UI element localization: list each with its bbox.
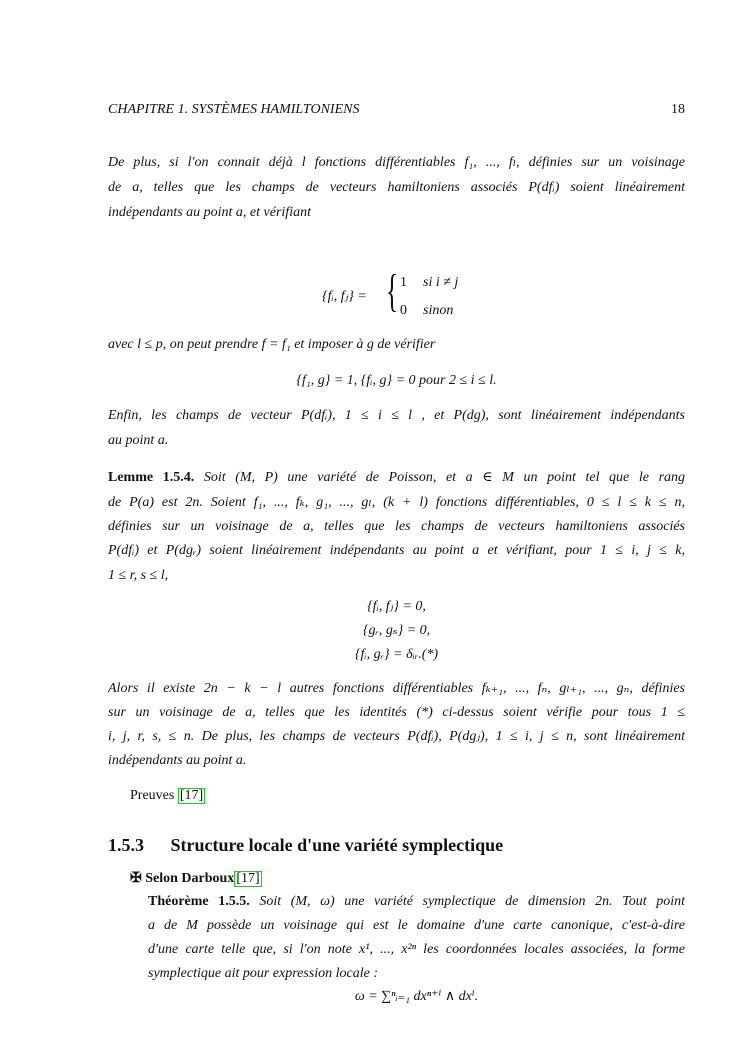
darboux-label: Selon Darboux (145, 871, 235, 886)
lemma-text: Soit (M, P) une variété de Poisson, et a ∈ M un point tel que le rang (203, 470, 685, 485)
paragraph-line: De plus, si l'on connait déjà l fonctions différentiables f₁, ..., fₗ, définies sur un voisinage (108, 155, 685, 170)
lemma-line: définies sur un voisinage de a, telles que les champs de vecteurs hamiltoniens associés (108, 519, 685, 534)
lemma-line: P(dfᵢ) et P(dgᵣ) soient linéairement indépendants au point a et vérifiant, pour 1 ≤ i, j ≤ k, (108, 543, 685, 558)
lemma-line: Alors il existe 2n − k − l autres fonctions différentiables fₖ₊₁, ..., fₙ, gₗ₊₁, ..., gₙ, définies (108, 681, 685, 696)
equation: {f₁, g} = 1, {fᵢ, g} = 0 pour 2 ≤ i ≤ l. (296, 373, 497, 388)
lemma-equation: {fᵢ, gᵣ} = δᵢᵣ.(*) (354, 647, 439, 662)
lemma-line: sur un voisinage de a, telles que les identités (*) ci-dessus soient vérifie pour tous 1 ≤ (108, 705, 685, 720)
section-number: 1.5.3 (108, 835, 144, 855)
lemma-line: 1 ≤ r, s ≤ l, (108, 568, 169, 583)
case-value: 0 (400, 303, 407, 318)
citation-link[interactable]: [17] (179, 788, 204, 803)
lemma-line: indépendants au point a. (108, 753, 247, 768)
proof-label: Preuves (130, 788, 175, 803)
paragraph-line: indépendants au point a, et vérifiant (108, 205, 311, 220)
page-number: 18 (671, 102, 685, 117)
lemma-equation: {fᵢ, fⱼ} = 0, (367, 599, 426, 614)
theorem-line: symplectique ait pour expression locale : (148, 966, 379, 981)
paragraph-line: avec l ≤ p, on peut prendre f = f₁ et imposer à g de vérifier (108, 337, 436, 352)
theorem-line: d'une carte telle que, si l'on note x¹, ..., x²ⁿ les coordonnées locales associées, la forme (148, 942, 685, 957)
darboux-item (130, 870, 707, 888)
theorem-line (148, 893, 685, 911)
theorem-label: Théorème 1.5.5. (148, 894, 250, 909)
maltese-cross-icon: ✠ (130, 871, 142, 886)
equation-lhs: {fᵢ, fⱼ} = (322, 289, 367, 304)
paragraph-line: Enfin, les champs de vecteur P(dfᵢ), 1 ≤ i ≤ l , et P(dg), sont linéairement indépendants (108, 408, 685, 423)
theorem-line: a de M possède un voisinage qui est le domaine d'une carte canonique, c'est-à-dire (148, 918, 685, 933)
case-condition: sinon (423, 303, 454, 318)
lemma-line: i, j, r, s, ≤ n. De plus, les champs de vecteurs P(dfᵢ), P(dgⱼ), 1 ≤ i, j ≤ n, sont linéairement (108, 729, 685, 744)
chapter-title: CHAPITRE 1. SYSTÈMES HAMILTONIENS (108, 102, 360, 117)
theorem-text: Soit (M, ω) une variété symplectique de dimension 2n. Tout point (259, 894, 685, 909)
lemma-line: de P(a) est 2n. Soient f₁, ..., fₖ, g₁, ..., gₗ, (k + l) fonctions différentiables, 0 ≤ l ≤ k ≤ n, (108, 495, 685, 510)
paragraph-line: au point a. (108, 433, 169, 448)
running-header (108, 101, 685, 119)
citation-link[interactable]: [17] (236, 871, 260, 886)
brace-symbol: { (386, 265, 399, 316)
section-title: Structure locale d'une variété symplectique (170, 835, 504, 855)
case-condition: si i ≠ j (423, 275, 459, 290)
darboux-formula: ω = ∑ⁿᵢ₌₁ dxⁿ⁺ⁱ ∧ dxⁱ. (354, 989, 479, 1004)
section-heading (108, 834, 685, 856)
paragraph-line: de a, telles que les champs de vecteurs hamiltoniens associés P(dfᵢ) soient linéairement (108, 180, 685, 195)
case-value: 1 (400, 275, 407, 290)
lemma-label: Lemme 1.5.4. (108, 470, 195, 485)
lemma-line (108, 469, 685, 487)
lemma-equation: {gᵣ, gₛ} = 0, (362, 623, 431, 638)
proof-line (130, 787, 707, 805)
